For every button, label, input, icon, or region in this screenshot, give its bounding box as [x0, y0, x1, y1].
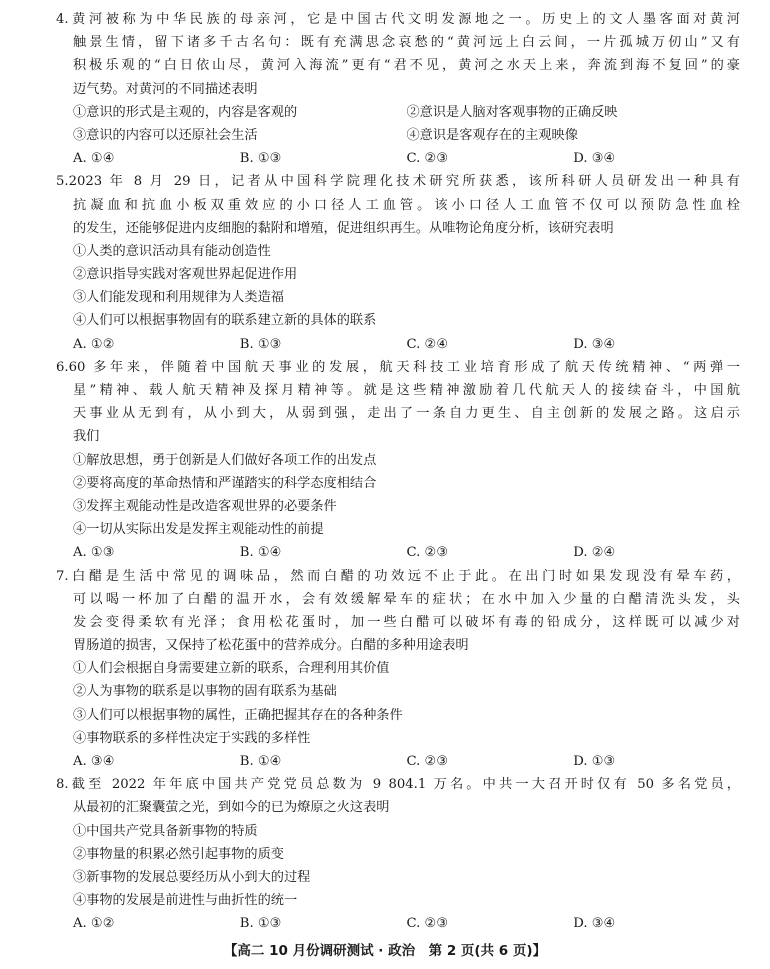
statement: ①人们会根据自身需要建立新的联系，合理利用其价值 [73, 661, 390, 677]
answer-choice[interactable]: C. ②③ [406, 545, 449, 561]
answer-choice[interactable]: D. ③④ [573, 916, 616, 932]
question-list [56, 8, 740, 936]
answer-choice[interactable]: B. ①③ [239, 151, 282, 167]
statement: ④事物联系的多样性决定于实践的多样性 [73, 730, 311, 746]
question-7 [56, 565, 740, 774]
answer-choices [56, 541, 740, 564]
question-stem-line: 的发生，还能够促进内皮细胞的黏附和增殖，促进组织再生。从唯物论角度分析，该研究表明 [73, 220, 614, 236]
answer-choice[interactable]: B. ①③ [239, 336, 282, 352]
question-stem-line: 我们 [73, 429, 100, 445]
statement: ③新事物的发展总要经历从小到大的过程 [73, 869, 311, 885]
answer-choice[interactable]: D. ③④ [573, 336, 616, 352]
answer-choice[interactable]: D. ①③ [573, 754, 616, 769]
statement: ④一切从实际出发是发挥主观能动性的前提 [73, 522, 324, 538]
question-stem-line: 积极乐观的“白日依山尽，黄河入海流”更有“君不见，黄河之水天上来，奔流到海不复回”的豪 [73, 58, 740, 74]
statement: ④意识是客观存在的主观映像 [406, 127, 578, 143]
question-5 [56, 170, 740, 356]
question-stem-line: 触景生情，留下诸多千古名句：既有充满思念哀愁的“黄河远上白云间，一片孤城万仞山”又有 [73, 35, 740, 51]
statement: ③人们能发现和利用规律为人类造福 [73, 290, 284, 306]
question-stem-line: 7.白醋是生活中常见的调味品，然而白醋的功效远不止于此。在出门时如果发现没有晕车药， [56, 568, 740, 584]
answer-choices [56, 912, 740, 935]
answer-choice[interactable]: B. ①④ [239, 754, 282, 769]
page-footer: 【高二 10 月份调研测试 · 政治 第 2 页(共 6 页)】 [223, 943, 547, 959]
answer-choice[interactable]: C. ②③ [406, 916, 449, 932]
question-stem-line: 发会变得柔软有光泽；食用松花蛋时，加一些白醋可以破坏有毒的铅成分，这样既可以减少对 [73, 614, 740, 630]
answer-choice[interactable]: C. ②③ [406, 754, 449, 769]
answer-choice[interactable]: C. ②④ [406, 336, 449, 352]
statement: ④人们可以根据事物固有的联系建立新的具体的联系 [73, 313, 377, 329]
statement: ①意识的形式是主观的，内容是客观的 [73, 104, 298, 120]
answer-choice[interactable]: A. ①② [73, 916, 115, 932]
question-stem-line: 8.截至 2022 年年底中国共产党党员总数为 9 804.1 万名。中共一大召开时仅有 50 多名党员， [56, 777, 740, 793]
answer-choice[interactable]: A. ③④ [73, 754, 115, 769]
statement: ③人们可以根据事物的属性，正确把握其存在的各种条件 [73, 707, 403, 723]
statement-row [56, 101, 740, 124]
statement: ②人为事物的联系是以事物的固有联系为基础 [73, 684, 337, 700]
question-stem-line: 天事业从无到有，从小到大，从弱到强，走出了一条自力更生、自主创新的发展之路。这启示 [73, 406, 740, 422]
answer-choice[interactable]: A. ①② [73, 336, 115, 352]
answer-choice[interactable]: C. ②③ [406, 151, 449, 167]
statement: ①人类的意识活动具有能动创造性 [73, 243, 271, 259]
statement: ④事物的发展是前进性与曲折性的统一 [73, 893, 298, 909]
question-stem-line: 从最初的汇聚囊萤之光，到如今的已为燎原之火这表明 [73, 800, 390, 816]
statement: ③意识的内容可以还原社会生活 [73, 127, 258, 143]
statement: ①中国共产党具备新事物的特质 [73, 823, 258, 839]
answer-choice[interactable]: A. ①④ [73, 151, 115, 167]
question-4 [56, 8, 740, 170]
answer-choice[interactable]: D. ②④ [573, 545, 616, 561]
statement: ③发挥主观能动性是改造客观世界的必要条件 [73, 498, 337, 514]
answer-choices [56, 750, 740, 773]
question-stem-line: 胃肠道的损害，又保持了松花蛋中的营养成分。白醋的多种用途表明 [73, 638, 469, 654]
answer-choice[interactable]: D. ③④ [573, 151, 616, 167]
statement: ②事物量的积累必然引起事物的质变 [73, 846, 284, 862]
answer-choice[interactable]: B. ①④ [239, 545, 282, 561]
question-stem-line: 6.60 多年来，伴随着中国航天事业的发展，航天科技工业培育形成了航天传统精神、“两弹一 [56, 359, 740, 375]
answer-choice[interactable]: A. ①③ [73, 545, 115, 561]
question-stem-line: 迈气势。对黄河的不同描述表明 [73, 81, 258, 97]
statement: ②意识是人脑对客观事物的正确反映 [406, 104, 618, 120]
answer-choices [56, 333, 740, 356]
statement: ②意识指导实践对客观世界起促进作用 [73, 267, 298, 283]
question-stem-line: 4.黄河被称为中华民族的母亲河，它是中国古代文明发源地之一。历史上的文人墨客面对黄河 [56, 12, 740, 27]
answer-choices [56, 147, 740, 170]
question-8 [56, 773, 740, 935]
statement-row [56, 124, 740, 147]
question-stem-line: 抗凝血和抗血小板双重效应的小口径人工血管。该小口径人工血管不仅可以预防急性血栓 [73, 197, 740, 213]
answer-choice[interactable]: B. ①③ [239, 916, 282, 932]
question-stem-line: 5.2023 年 8 月 29 日，记者从中国科学院理化技术研究所获悉，该所科研人员研发出一种具有 [56, 174, 740, 190]
statement: ②要将高度的革命热情和严谨踏实的科学态度相结合 [73, 475, 377, 491]
question-stem-line: 可以喝一杯加了白醋的温开水，会有效缓解晕车的症状；在水中加入少量的白醋清洗头发，头 [73, 591, 740, 607]
statement: ①解放思想，勇于创新是人们做好各项工作的出发点 [73, 452, 377, 468]
question-6 [56, 356, 740, 565]
question-stem-line: 星”精神、载人航天精神及探月精神等。就是这些精神激励着几代航天人的接续奋斗，中国航 [73, 383, 740, 398]
